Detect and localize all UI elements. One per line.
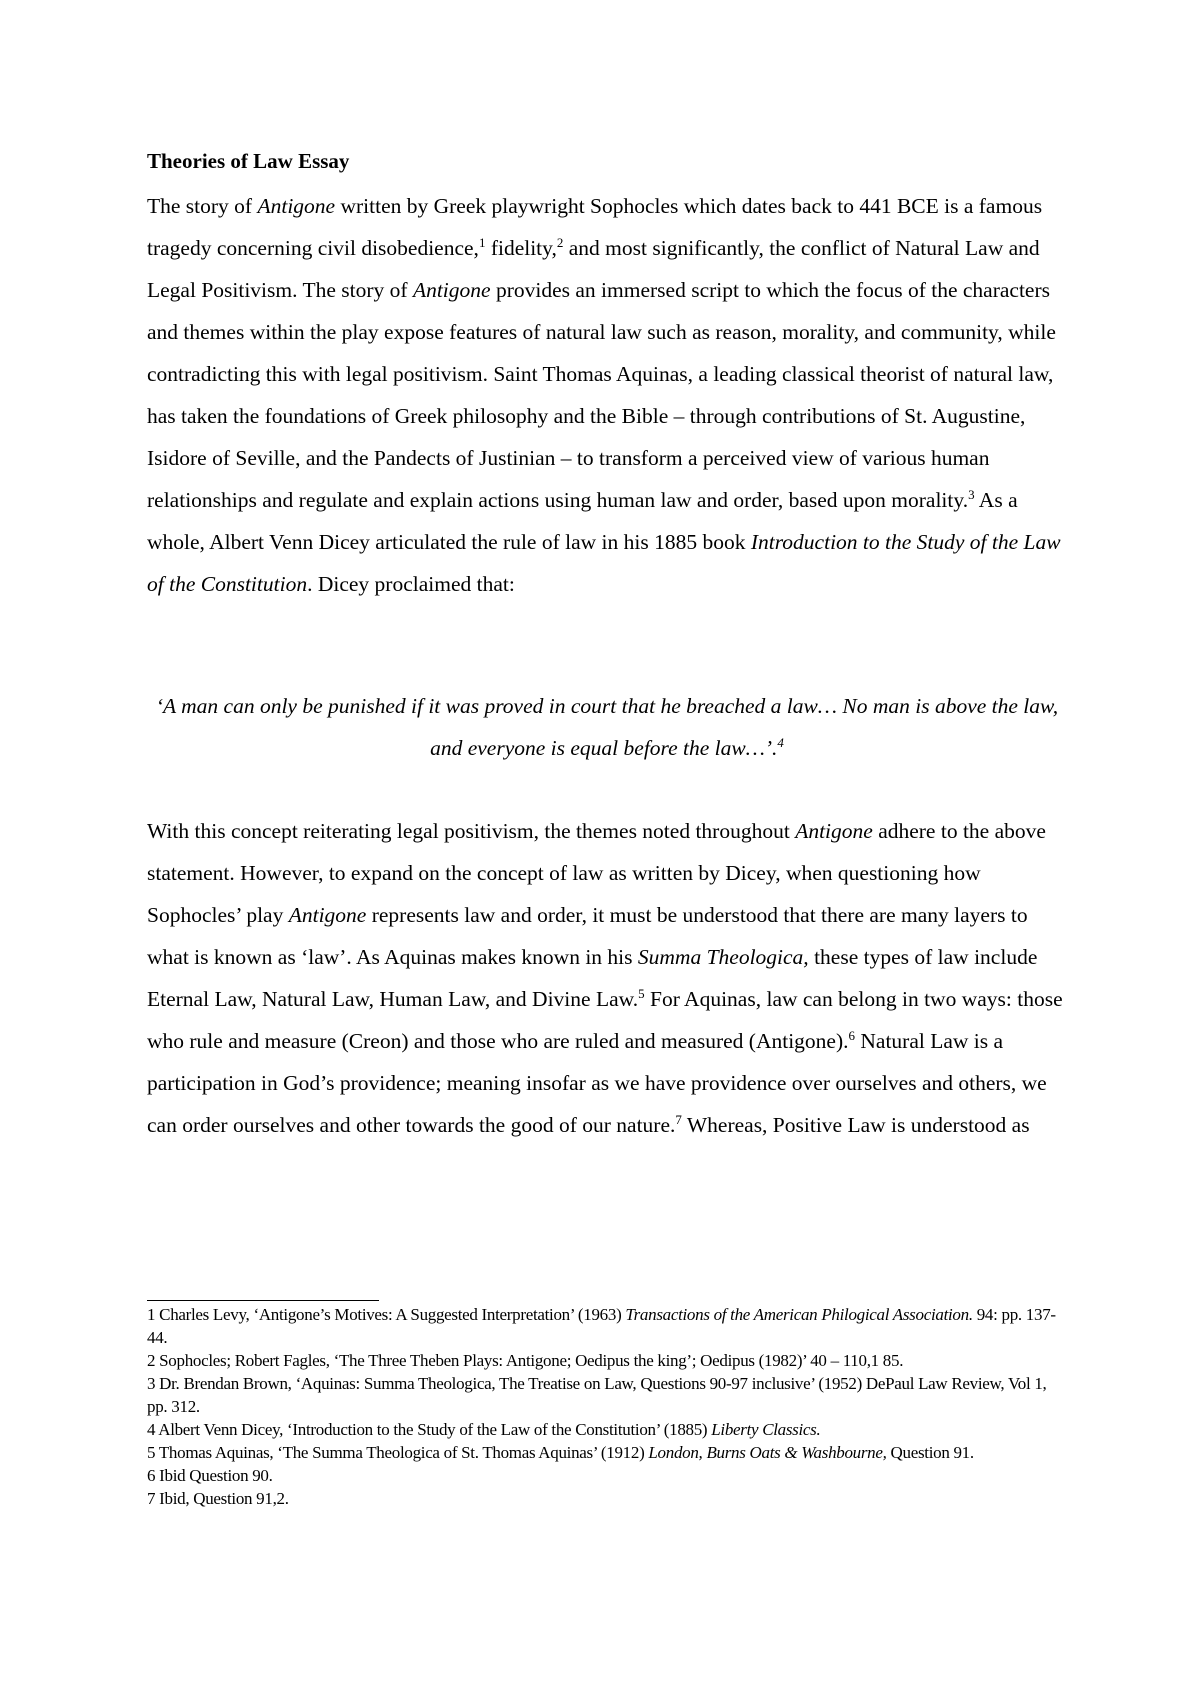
- text-run: provides an immersed script to which the focus of the characters and themes within the play expose features of natural law such as reason, morality, and community, while contradicting this with legal positivism. Saint Thomas Aquinas, a leading classical theorist of natural law, has taken the foundations of Greek philosophy and the Bible – through contributions of St. Augustine, Isidore of Seville, and the Pandects of Justinian – to transform a perceived view of various human relationships and regulate and explain actions using human law and order, based upon morality.: [147, 278, 1056, 512]
- italic-book-title: Summa Theologica,: [637, 945, 809, 969]
- body-paragraph-2: [147, 810, 1067, 1146]
- footnote-ref[interactable]: 5: [638, 985, 645, 1001]
- footnote-publisher: London, Burns Oats & Washbourne,: [648, 1443, 887, 1462]
- text-run: With this concept reiterating legal positivism, the themes noted throughout: [147, 819, 796, 843]
- footnote-text: 3 Dr. Brendan Brown, ‘Aquinas: Summa Theologica, The Treatise on Law, Questions 90-97 inclusive’ (1952) DePaul Law Review, Vol 1, pp. 312.: [147, 1374, 1047, 1416]
- body-paragraph-1: [147, 185, 1067, 605]
- italic-title: Antigone: [288, 903, 367, 927]
- footnote-publisher: Liberty Classics.: [711, 1420, 821, 1439]
- italic-book-title: Introduction to the Study of the Law of the Constitution: [147, 530, 1061, 596]
- essay-title: Theories of Law Essay: [147, 149, 350, 173]
- footnote-2: [147, 1349, 1067, 1372]
- italic-title: Antigone: [795, 819, 873, 843]
- text-run: fidelity,: [485, 236, 557, 260]
- footnote-text: 2 Sophocles; Robert Fagles, ‘The Three Theben Plays: Antigone; Oedipus the king’; Oedipus (1982)’ 40 – 110,1 85.: [147, 1351, 904, 1370]
- footnote-3: [147, 1372, 1067, 1418]
- footnote-ref[interactable]: 2: [556, 234, 564, 250]
- footnote-text: 5 Thomas Aquinas, ‘The Summa Theologica of St. Thomas Aquinas’ (1912): [147, 1443, 649, 1462]
- footnote-text: 4 Albert Venn Dicey, ‘Introduction to the Study of the Law of the Constitution’ (1885): [147, 1420, 712, 1439]
- text-run: For Aquinas, law can belong in two ways: those who rule and measure (Creon) and those who are ruled and measured (Antigone).: [147, 987, 1063, 1053]
- text-run: represents law and order, it must be understood that there are many layers to what is known as ‘law’. As Aquinas makes known in his: [147, 903, 1028, 969]
- text-run: these types of law include Eternal Law, Natural Law, Human Law, and Divine Law.: [147, 945, 1038, 1011]
- text-run: . Dicey proclaimed that:: [307, 572, 515, 596]
- footnote-7: [147, 1487, 1067, 1510]
- footnote-1: [147, 1303, 1067, 1349]
- text-run: written by Greek playwright Sophocles which dates back to 441 BCE is a famous tragedy concerning civil disobedience,: [147, 194, 1043, 260]
- footnote-ref[interactable]: 1: [478, 234, 486, 250]
- footnote-ref[interactable]: 3: [968, 486, 975, 502]
- footnote-text: 1 Charles Levy, ‘Antigone’s Motives: A Suggested Interpretation’ (1963): [147, 1305, 626, 1324]
- quote-text: ‘A man can only be punished if it was proved in court that he breached a law… No man is above the law, and everyone is equal before the law…’.: [155, 694, 1059, 760]
- footnote-separator: [147, 1300, 379, 1301]
- footnote-text: 94: pp. 137-44.: [147, 1305, 1056, 1347]
- text-run: adhere to the above statement. However, to expand on the concept of law as written by Dicey, when questioning how Sophocles’ play: [147, 819, 1046, 927]
- block-quote: [147, 685, 1067, 769]
- footnote-6: [147, 1464, 1067, 1487]
- text-run: Natural Law is a participation in God’s providence; meaning insofar as we have providence over ourselves and others, we can order ourselves and other towards the good of our nature.: [147, 1029, 1047, 1137]
- footnote-5: [147, 1441, 1067, 1464]
- text-run: As a whole, Albert Venn Dicey articulated the rule of law in his 1885 book: [147, 488, 1018, 554]
- footnote-journal: Transactions of the American Philogical Association.: [625, 1305, 973, 1324]
- footnote-ref[interactable]: 6: [848, 1027, 855, 1043]
- footnote-text: Question 91.: [886, 1443, 974, 1462]
- footnote-4: [147, 1418, 1067, 1441]
- footnote-ref[interactable]: 7: [675, 1111, 682, 1127]
- italic-title: Antigone: [412, 278, 491, 302]
- footnote-text: 7 Ibid, Question 91,2.: [147, 1489, 289, 1508]
- text-run: Whereas, Positive Law is understood as: [681, 1113, 1030, 1137]
- text-run: The story of: [147, 194, 258, 218]
- footnotes-section: [147, 1303, 1067, 1510]
- text-run: and most significantly, the conflict of Natural Law and Legal Positivism. The story of: [147, 236, 1040, 302]
- footnote-ref[interactable]: 4: [777, 734, 784, 750]
- italic-title: Antigone: [257, 194, 336, 218]
- footnote-text: 6 Ibid Question 90.: [147, 1466, 273, 1485]
